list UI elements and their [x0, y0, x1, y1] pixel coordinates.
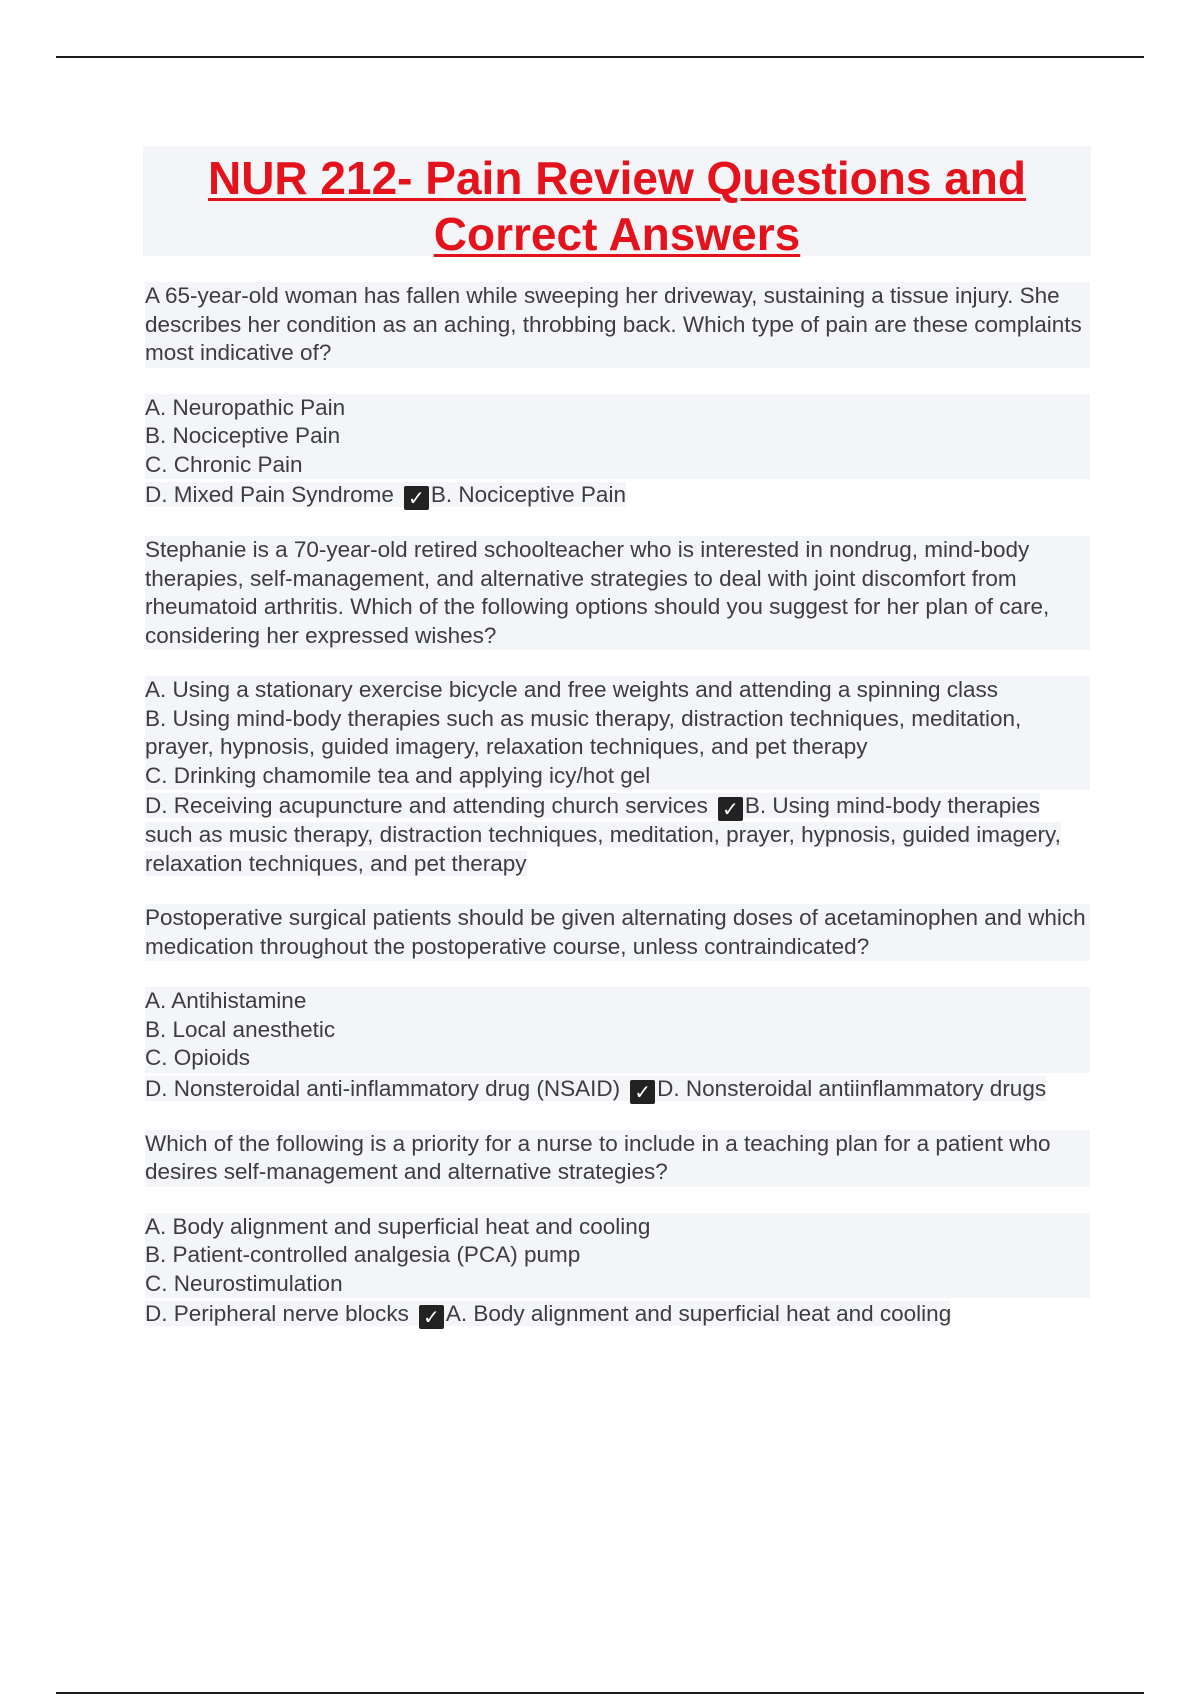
title-banner — [143, 146, 1091, 260]
title-line-1: NUR 212- Pain Review Questions and — [207, 152, 1026, 204]
option-c: C. Neurostimulation — [145, 1270, 1090, 1299]
option-d-with-answer — [145, 1300, 1090, 1329]
correct-answer: B. Nociceptive Pain — [430, 482, 626, 507]
options-list — [145, 394, 1090, 511]
option-b: B. Nociceptive Pain — [145, 422, 1090, 451]
option-b: B. Local anesthetic — [145, 1016, 1090, 1045]
title-line-2: Correct Answers — [433, 208, 801, 260]
question-block-4 — [145, 1130, 1090, 1330]
option-d: D. Peripheral nerve blocks — [145, 1301, 409, 1326]
option-d-row — [145, 1301, 952, 1329]
option-c: C. Opioids — [145, 1044, 1090, 1073]
option-d-with-answer — [145, 481, 1090, 510]
option-d-row — [145, 482, 626, 510]
correct-answer: A. Body alignment and superficial heat and cooling — [445, 1301, 952, 1326]
correct-answer: B. Using mind-body therapies such as music therapy, distraction techniques, meditation, prayer, hypnosis, guided imagery, relaxation techniques, and pet therapy — [145, 793, 1061, 876]
question-text: Postoperative surgical patients should be given alternating doses of acetaminophen and which medication throughout the postoperative course, unless contraindicated? — [145, 904, 1090, 961]
option-d: D. Mixed Pain Syndrome — [145, 482, 394, 507]
question-text: Stephanie is a 70-year-old retired schoolteacher who is interested in nondrug, mind-body therapies, self-management, and alternative strategies to deal with joint discomfort from rheumatoid arthritis. Which of the following options should you suggest for her plan of care, considering her expressed wishes? — [145, 536, 1090, 650]
page-title — [143, 146, 1091, 262]
question-text: Which of the following is a priority for a nurse to include in a teaching plan for a patient who desires self-management and alternative strategies? — [145, 1130, 1090, 1187]
checkmark-icon: ✓ — [630, 1080, 655, 1104]
correct-answer: D. Nonsteroidal antiinflammatory drugs — [657, 1075, 1047, 1101]
bottom-rule — [56, 1692, 1144, 1694]
checkmark-icon: ✓ — [419, 1305, 444, 1329]
checkmark-icon: ✓ — [404, 486, 429, 510]
option-c: C. Drinking chamomile tea and applying icy/hot gel — [145, 762, 1090, 791]
option-b: B. Using mind-body therapies such as music therapy, distraction techniques, meditation, prayer, hypnosis, guided imagery, relaxation techniques, and pet therapy — [145, 705, 1090, 762]
option-a: A. Using a stationary exercise bicycle and free weights and attending a spinning class — [145, 676, 1090, 705]
questions-content — [145, 282, 1090, 1355]
option-a: A. Neuropathic Pain — [145, 394, 1090, 423]
option-d-with-answer — [145, 1075, 1090, 1104]
option-d-with-answer — [145, 792, 1090, 878]
options-list — [145, 987, 1090, 1104]
option-b: B. Patient-controlled analgesia (PCA) pump — [145, 1241, 1090, 1270]
option-d-row — [145, 793, 1061, 876]
question-block-1 — [145, 282, 1090, 510]
question-block-3 — [145, 904, 1090, 1104]
checkmark-icon: ✓ — [718, 797, 743, 821]
option-d: D. Receiving acupuncture and attending church services — [145, 793, 708, 818]
options-list — [145, 676, 1090, 878]
question-block-2 — [145, 536, 1090, 878]
option-d: D. Nonsteroidal anti-inflammatory drug (NSAID) — [145, 1075, 621, 1101]
option-d-row — [145, 1075, 1047, 1104]
top-rule — [56, 56, 1144, 58]
option-c: C. Chronic Pain — [145, 451, 1090, 480]
question-text: A 65-year-old woman has fallen while sweeping her driveway, sustaining a tissue injury. She describes her condition as an aching, throbbing back. Which type of pain are these complaints most indicative of? — [145, 282, 1090, 368]
options-list — [145, 1213, 1090, 1330]
option-a: A. Body alignment and superficial heat and cooling — [145, 1213, 1090, 1242]
option-a: A. Antihistamine — [145, 987, 1090, 1016]
